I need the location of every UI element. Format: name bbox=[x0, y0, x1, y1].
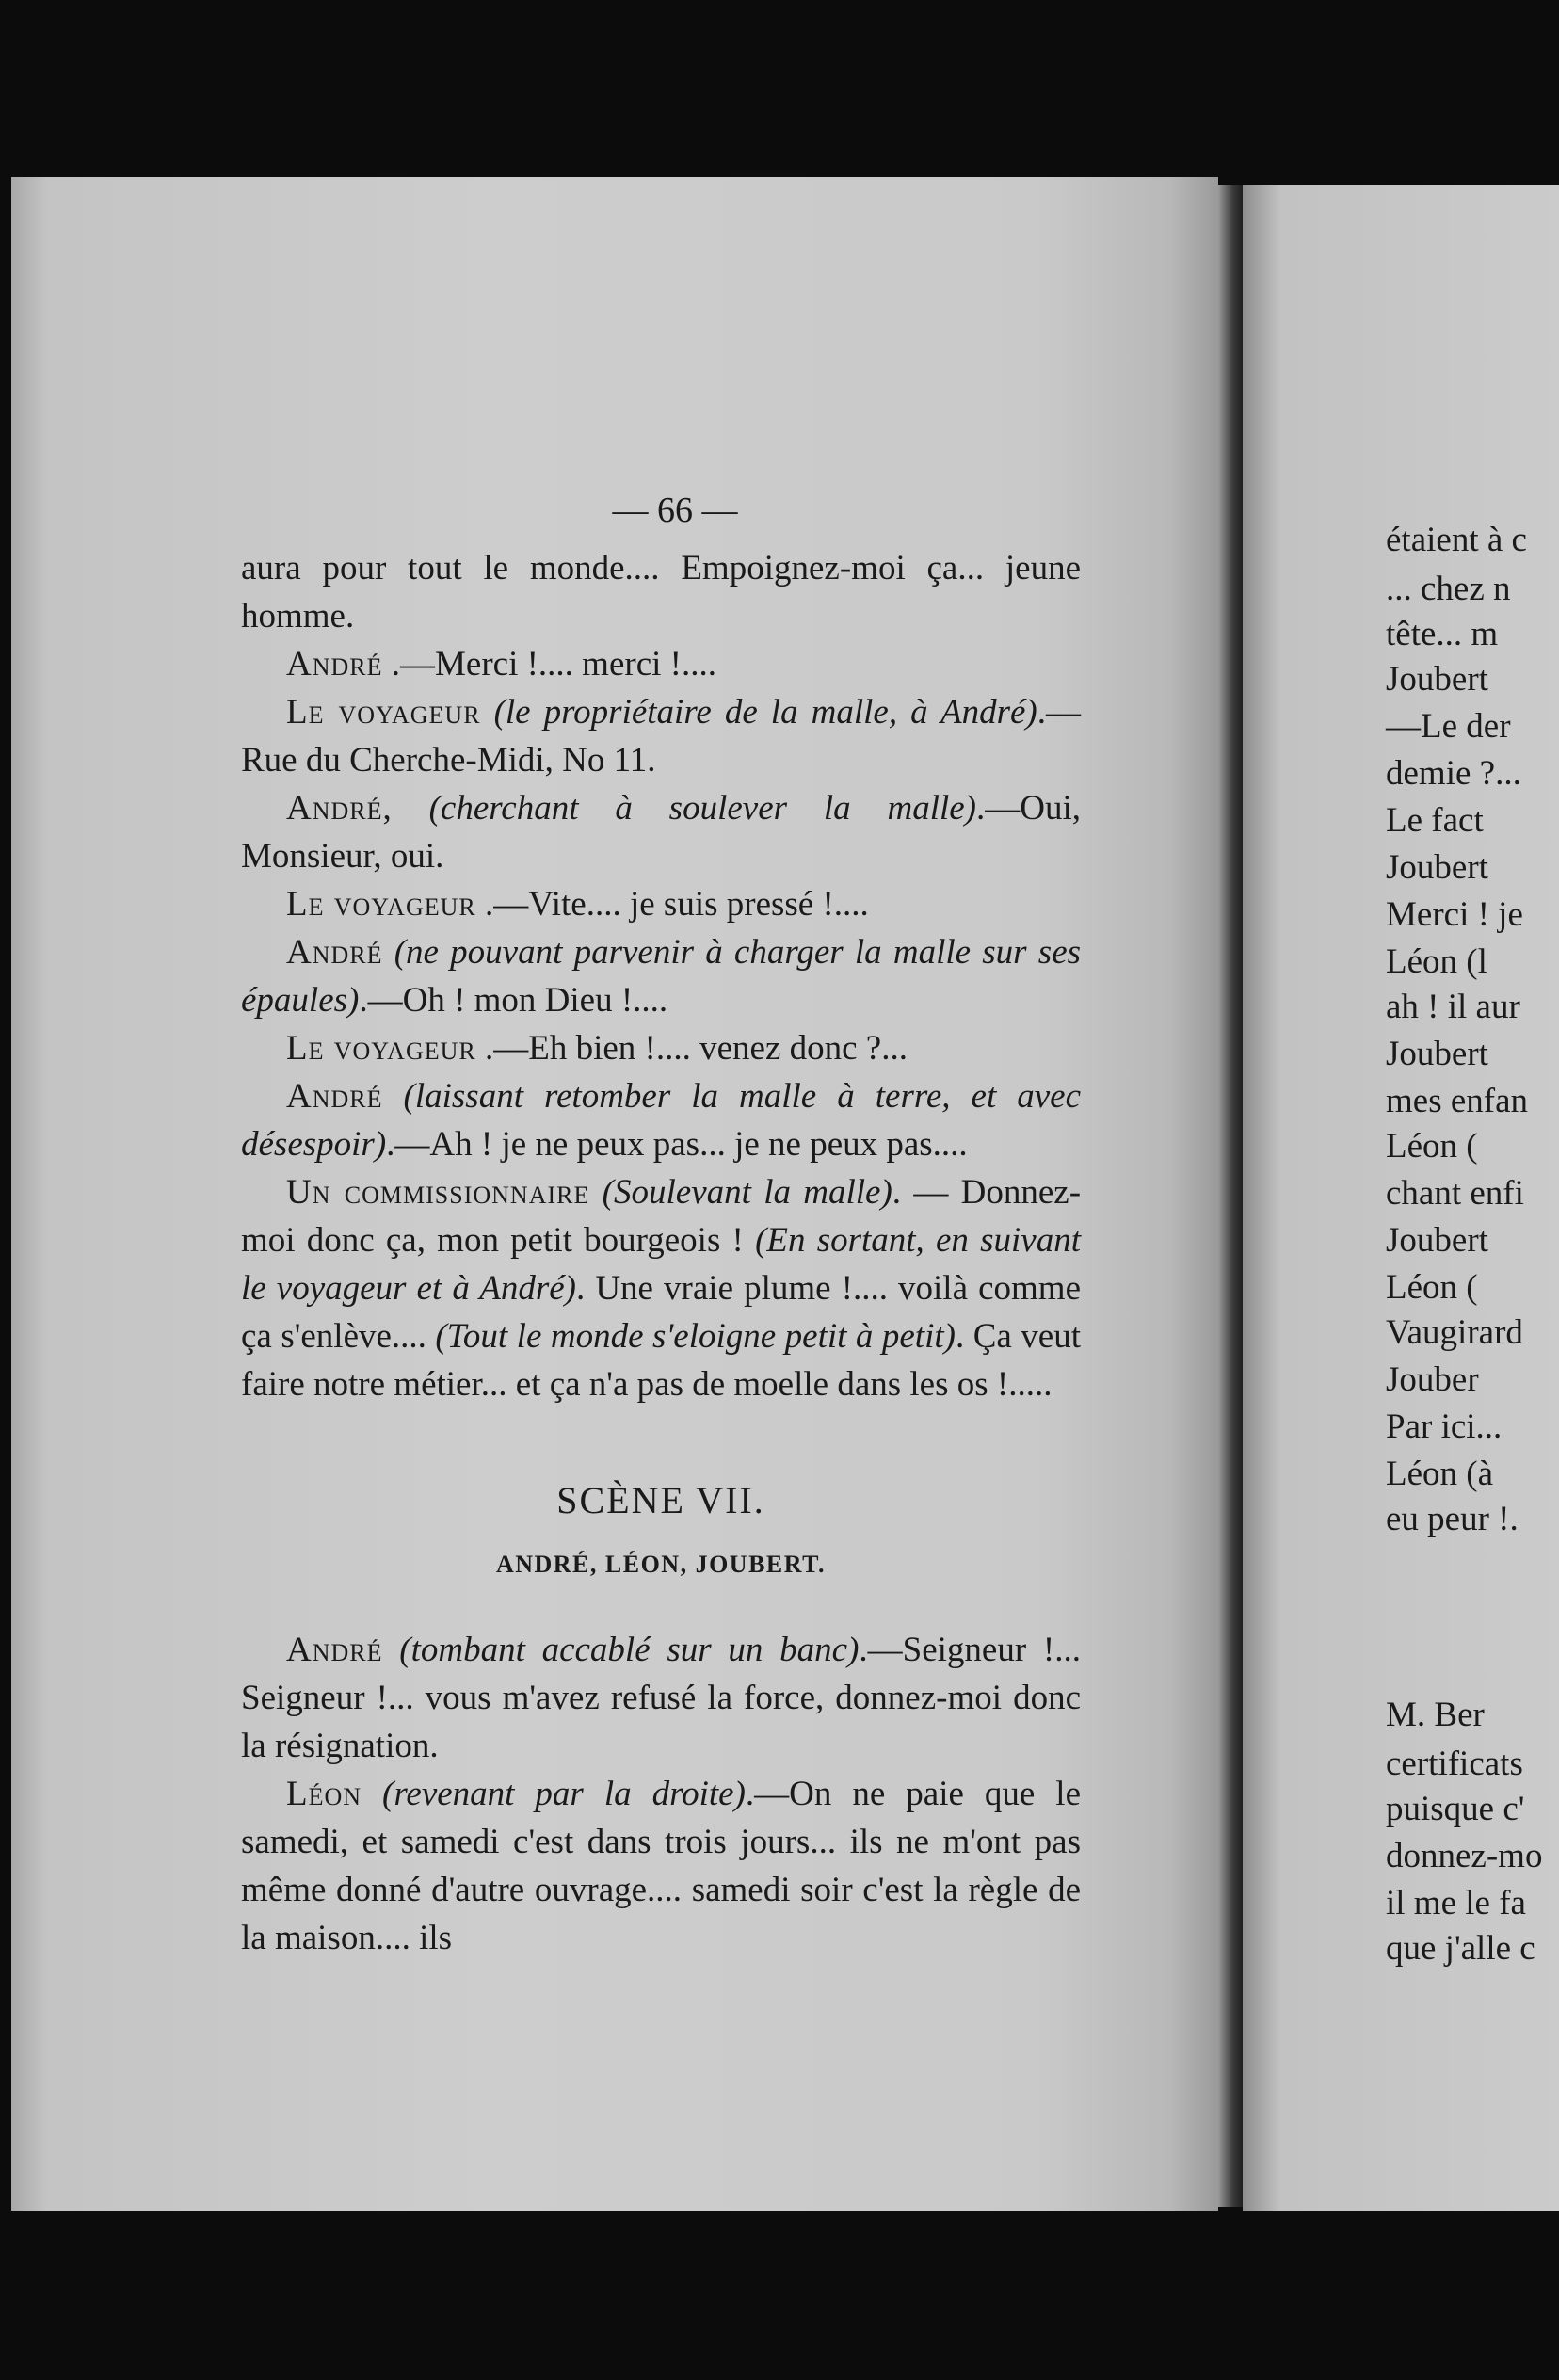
right-page-fragment: puisque c' bbox=[1386, 1790, 1525, 1828]
page-number: — 66 — bbox=[612, 490, 738, 530]
stage-direction: (En sortant, en suivant le voyageur et à André) bbox=[241, 1221, 1081, 1308]
right-page-fragment: M. Ber bbox=[1386, 1696, 1485, 1734]
stage-direction: (le propriétaire de la malle, à André) bbox=[493, 693, 1037, 732]
stage-direction: (Tout le monde s'eloigne petit à petit) bbox=[435, 1317, 956, 1356]
dialogue-paragraph bbox=[241, 880, 1081, 928]
dialogue-paragraph bbox=[241, 1626, 1081, 1770]
right-page-fragment: il me le fa bbox=[1386, 1884, 1526, 1922]
dialogue-paragraph bbox=[241, 544, 1081, 640]
right-page-fragment: tête... m bbox=[1386, 615, 1499, 653]
scene-heading: SCÈNE VII. bbox=[556, 1479, 765, 1521]
right-page-fragment: demie ?... bbox=[1386, 754, 1521, 793]
dialogue-text: . Ça veut faire notre métier... et ça n'a pas de moelle dans les os !.... bbox=[241, 1317, 1081, 1404]
right-page-fragment: Joubert bbox=[1386, 848, 1488, 887]
speaker-name: André bbox=[286, 1077, 383, 1116]
right-page-fragment: mes enfan bbox=[1386, 1082, 1529, 1120]
dialogue-text: .—Eh bien !.... venez donc ?... bbox=[484, 1029, 908, 1068]
dialogue-paragraph bbox=[241, 1168, 1081, 1408]
stage-direction: (revenant par la droite) bbox=[382, 1775, 746, 1813]
right-page-fragment: chant enfi bbox=[1386, 1174, 1524, 1213]
right-page-fragment: Léon (l bbox=[1386, 942, 1487, 981]
right-page-fragment: Léon (à bbox=[1386, 1455, 1494, 1493]
right-page-fragment: certificats bbox=[1386, 1745, 1523, 1783]
stage-direction: (Soulevant la malle) bbox=[602, 1173, 892, 1212]
dialogue-text: .—On ne paie que le samedi, et samedi c'est dans trois jours... ils ne m'ont pas même donné d'autre ouvrage.... samedi soir c'est la règle de la maison.... ils bbox=[241, 1775, 1082, 1957]
dialogue-bottom bbox=[241, 1626, 1081, 1962]
dialogue-paragraph bbox=[241, 688, 1081, 784]
dialogue-text: .—Vite.... je suis pressé !.... bbox=[484, 885, 869, 924]
right-page-fragment: Merci ! je bbox=[1386, 895, 1523, 934]
dialogue-text: .—Oui, Monsieur, oui. bbox=[241, 789, 1081, 876]
speaker-name: Un commissionnaire bbox=[286, 1173, 590, 1212]
dialogue-text: .—Oh ! mon Dieu !.... bbox=[359, 981, 668, 1020]
dialogue-text: .—Merci !.... merci !.... bbox=[391, 645, 716, 683]
speaker-name: André bbox=[286, 645, 383, 683]
speaker-name: Le voyageur bbox=[286, 693, 481, 732]
right-page-fragment: étaient à c bbox=[1386, 521, 1527, 559]
dialogue-paragraph bbox=[241, 928, 1081, 1024]
right-page-fragment: donnez-mo bbox=[1386, 1837, 1543, 1875]
right-page-fragment: —Le der bbox=[1386, 707, 1511, 746]
dialogue-text: .—Ah ! je ne peux pas... je ne peux pas.... bbox=[386, 1125, 968, 1164]
speaker-name: André bbox=[286, 933, 383, 972]
dialogue-text: . bbox=[1043, 1365, 1053, 1404]
stage-direction: (tombant accablé sur un banc) bbox=[399, 1631, 860, 1669]
dialogue-paragraph bbox=[241, 640, 1081, 688]
right-page-fragment: eu peur !. bbox=[1386, 1500, 1519, 1538]
speaker-name: André, bbox=[286, 789, 393, 828]
stage-direction: (cherchant à soulever la malle) bbox=[428, 789, 976, 828]
dialogue-text: . Une vraie plume !.... voilà comme ça s'enlève.... bbox=[241, 1269, 1081, 1356]
speaker-name: Léon bbox=[286, 1775, 362, 1813]
right-page-fragment: Léon ( bbox=[1386, 1127, 1478, 1166]
cast-list: ANDRÉ, LÉON, JOUBERT. bbox=[495, 1551, 827, 1578]
speaker-name: Le voyageur bbox=[286, 885, 476, 924]
right-page-fragment: Jouber bbox=[1386, 1360, 1479, 1399]
dialogue-text: . — Donnez-moi donc ça, mon petit bourgeois ! bbox=[241, 1173, 1082, 1260]
right-page-fragment: Joubert bbox=[1386, 1035, 1488, 1073]
right-page bbox=[1243, 185, 1559, 2211]
right-page-fragment: Le fact bbox=[1386, 801, 1484, 840]
right-page-fragment: Léon ( bbox=[1386, 1268, 1478, 1307]
right-page-fragment: Joubert bbox=[1386, 1221, 1488, 1260]
dialogue-text: .—Seigneur !... Seigneur !... vous m'avez refusé la force, donnez-moi donc la résignation. bbox=[241, 1631, 1081, 1765]
book-gutter bbox=[1218, 185, 1243, 2207]
speaker-name: André bbox=[286, 1631, 383, 1669]
dialogue-paragraph bbox=[241, 1770, 1081, 1962]
left-page-text bbox=[241, 490, 1081, 1962]
right-page-fragment: ... chez n bbox=[1386, 570, 1511, 608]
dialogue-top bbox=[241, 544, 1081, 1408]
right-page-fragment: que j'alle c bbox=[1386, 1929, 1535, 1968]
stage-direction: (laissant retomber la malle à terre, et avec désespoir) bbox=[241, 1077, 1082, 1164]
dialogue-text: aura pour tout le monde.... Empoignez-moi ça... jeune homme. bbox=[241, 549, 1081, 635]
right-page-fragment: Par ici... bbox=[1386, 1407, 1503, 1446]
speaker-name: Le voyageur bbox=[286, 1029, 476, 1068]
dialogue-paragraph bbox=[241, 1024, 1081, 1072]
dialogue-text: .—Rue du Cherche-Midi, No 11. bbox=[241, 693, 1081, 780]
right-page-fragment: ah ! il aur bbox=[1386, 988, 1520, 1026]
right-page-fragment: Joubert bbox=[1386, 660, 1488, 699]
stage-direction: (ne pouvant parvenir à charger la malle sur ses épaules) bbox=[241, 933, 1082, 1020]
dialogue-paragraph bbox=[241, 1072, 1081, 1168]
right-page-fragment: Vaugirard bbox=[1386, 1313, 1523, 1352]
dialogue-paragraph bbox=[241, 784, 1081, 880]
